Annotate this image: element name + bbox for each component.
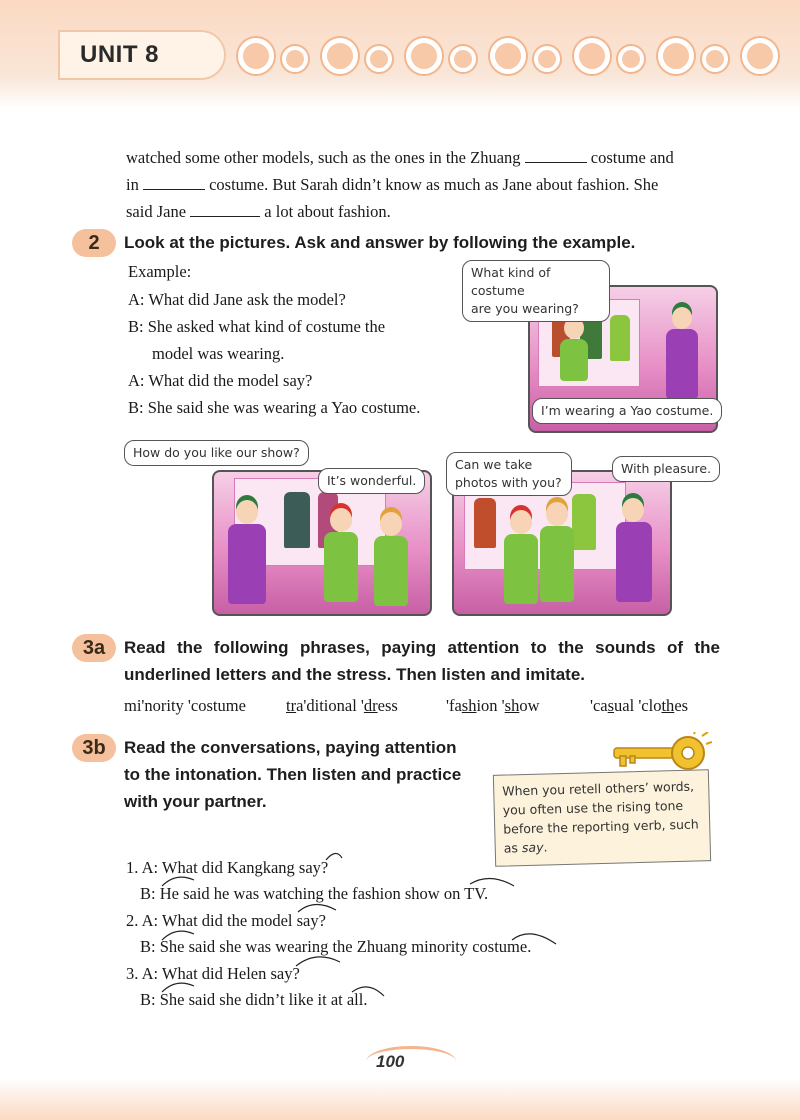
intro-text: said Jane	[126, 202, 187, 221]
section-3b-title-line: with your partner.	[124, 792, 267, 811]
falling-arrow-icon	[162, 931, 194, 940]
example-line: B: She asked what kind of costume the	[128, 317, 386, 336]
rising-arrow-icon	[296, 957, 340, 966]
example-label: Example:	[128, 262, 192, 281]
unit-label: UNIT 8	[80, 41, 160, 68]
speech-bubble: I’m wearing a Yao costume.	[532, 398, 722, 424]
section-3b-title-line: Read the conversations, paying attention	[124, 738, 457, 757]
intro-text: costume. But Sarah didn’t know as much as Jane about fashion. She	[209, 175, 659, 194]
conversation-line: B: She said she was wearing the Zhuang minority costume.	[140, 937, 532, 956]
section-3b-title-line: to the intonation. Then listen and practice	[124, 765, 462, 784]
intro-text: costume and	[590, 148, 674, 167]
conversation-line: B: She said she didn’t like it at all.	[140, 990, 368, 1009]
speech-bubble: Can we take photos with you?	[446, 452, 572, 496]
speech-bubble: What kind of costume are you wearing?	[462, 260, 610, 322]
speech-bubble: With pleasure.	[612, 456, 720, 482]
conversation-line: 3. A: What did Helen say?	[126, 964, 300, 983]
speech-bubble: How do you like our show?	[124, 440, 309, 466]
conversation-line: B: He said he was watching the fashion show on TV.	[140, 884, 489, 903]
intro-text: in	[126, 175, 139, 194]
example-line: model was wearing.	[152, 344, 285, 363]
tip-text: When you retell others’ words, you often use the rising tone before the reporting verb, such as say.	[502, 778, 699, 856]
conversation-line: 1. A: What did Kangkang say?	[126, 858, 329, 877]
section-number: 3a	[82, 637, 106, 659]
phrase-2: tra'ditional 'dress	[286, 696, 398, 715]
phrase-1: mi'nority 'costume	[124, 696, 246, 715]
rising-arrow-icon	[298, 904, 336, 912]
section-number: 3b	[82, 737, 106, 759]
falling-arrow-icon	[352, 987, 384, 996]
intro-text: watched some other models, such as the ones in the Zhuang	[126, 148, 521, 167]
section-2-title: Look at the pictures. Ask and answer by following the example.	[124, 233, 636, 252]
section-number: 2	[88, 232, 100, 254]
footer-band	[0, 1078, 800, 1120]
section-3a-title: Read the following phrases, paying attention to the sounds of the underlined letters and the stress. Then listen and imitate.	[124, 638, 720, 684]
example-line: B: She said she was wearing a Yao costume.	[128, 398, 421, 417]
phrase-3: 'fashion 'show	[446, 696, 540, 715]
conversation-line: 2. A: What did the model say?	[126, 911, 326, 930]
page-number: 100	[376, 1052, 405, 1071]
falling-arrow-icon	[162, 983, 194, 992]
intro-text: a lot about fashion.	[264, 202, 391, 221]
example-line: A: What did the model say?	[128, 371, 313, 390]
example-line: A: What did Jane ask the model?	[128, 290, 346, 309]
rising-arrow-icon	[326, 853, 342, 860]
phrase-4: 'casual 'clothes	[590, 696, 689, 715]
falling-arrow-icon	[512, 934, 556, 944]
falling-arrow-icon	[470, 878, 514, 886]
falling-arrow-icon	[162, 877, 194, 886]
speech-bubble: It’s wonderful.	[318, 468, 425, 494]
